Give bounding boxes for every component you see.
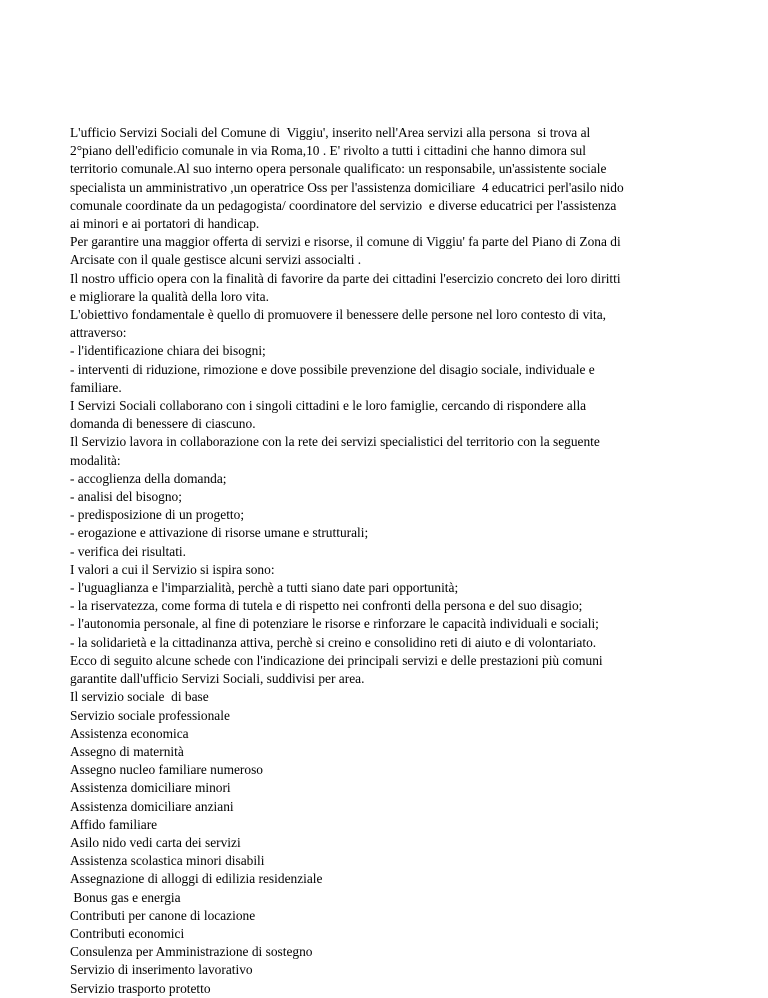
service-item: Assegno di maternità xyxy=(70,743,184,759)
text-line: attraverso: xyxy=(70,325,127,341)
text-line: L'ufficio Servizi Sociali del Comune di Viggiu', inserito nell'Area servizi alla persona si trova al xyxy=(70,125,591,140)
service-item: Assistenza domiciliare minori xyxy=(70,780,231,796)
list-item: - erogazione e attivazione di risorse umane e strutturali; xyxy=(70,525,369,541)
text-line: comunale coordinate da un pedagogista/ coordinatore del servizio e diverse educatrici per l'assistenza xyxy=(70,197,617,213)
service-item: Assegno nucleo familiare numeroso xyxy=(70,762,263,778)
list-item: - interventi di riduzione, rimozione e dove possibile prevenzione del disagio sociale, individuale e xyxy=(70,361,595,377)
service-item: Servizio sociale professionale xyxy=(70,707,230,723)
text-line: Per garantire una maggior offerta di servizi e risorse, il comune di Viggiu' fa parte del Piano di Zona di xyxy=(70,234,621,250)
list-item: - la riservatezza, come forma di tutela e di rispetto nei confronti della persona e del suo disagio; xyxy=(70,598,583,614)
text-line: Il Servizio lavora in collaborazione con la rete dei servizi specialistici del territorio con la seguente xyxy=(70,434,600,450)
text-line: I Servizi Sociali collaborano con i singoli cittadini e le loro famiglie, cercando di rispondere alla xyxy=(70,398,587,414)
service-item: Contributi per canone di locazione xyxy=(70,907,256,923)
list-item: - l'uguaglianza e l'imparzialità, perchè a tutti siano date pari opportunità; xyxy=(70,580,459,596)
service-item: Bonus gas e energia xyxy=(70,889,181,905)
list-item: - predisposizione di un progetto; xyxy=(70,507,245,523)
text-line: domanda di benessere di ciascuno. xyxy=(70,416,256,432)
document-body xyxy=(70,124,710,998)
service-item: Assegnazione di alloggi di edilizia residenziale xyxy=(70,871,323,887)
service-item: Consulenza per Amministrazione di sostegno xyxy=(70,944,313,960)
list-item: - l'identificazione chiara dei bisogni; xyxy=(70,343,266,359)
service-item: Contributi economici xyxy=(70,925,185,941)
text-line: ai minori e ai portatori di handicap. xyxy=(70,216,260,232)
service-item: Servizio di inserimento lavorativo xyxy=(70,962,253,978)
text-line: Il nostro ufficio opera con la finalità di favorire da parte dei cittadini l'esercizio concreto dei loro diritti xyxy=(70,270,621,286)
list-item: - analisi del bisogno; xyxy=(70,489,182,505)
list-item: - verifica dei risultati. xyxy=(70,543,187,559)
service-item: Assistenza scolastica minori disabili xyxy=(70,853,265,869)
service-item: Affido familiare xyxy=(70,816,158,832)
text-line: 2°piano dell'edificio comunale in via Roma,10 . E' rivolto a tutti i cittadini che hanno dimora sul xyxy=(70,143,586,159)
list-item: - la solidarietà e la cittadinanza attiva, perchè si creino e consolidino reti di aiuto e di volontariato. xyxy=(70,634,597,650)
service-item: Assistenza economica xyxy=(70,725,189,741)
service-item: Il servizio sociale di base xyxy=(70,689,209,705)
text-line: L'obiettivo fondamentale è quello di promuovere il benessere delle persone nel loro contesto di vita, xyxy=(70,307,607,323)
service-item: Asilo nido vedi carta dei servizi xyxy=(70,834,241,850)
text-line: specialista un amministrativo ,un operatrice Oss per l'assistenza domiciliare 4 educatrici perl'asilo nido xyxy=(70,179,624,195)
text-line: Ecco di seguito alcune schede con l'indicazione dei principali servizi e delle prestazioni più comuni xyxy=(70,652,603,668)
text-line: familiare. xyxy=(70,379,122,395)
text-line: modalità: xyxy=(70,452,121,468)
list-item: - l'autonomia personale, al fine di potenziare le risorse e rinforzare le capacità individuali e sociali; xyxy=(70,616,599,632)
service-item: Servizio trasporto protetto xyxy=(70,980,211,996)
text-line: I valori a cui il Servizio si ispira sono: xyxy=(70,561,275,577)
list-item: - accoglienza della domanda; xyxy=(70,470,227,486)
text-line: Arcisate con il quale gestisce alcuni servizi associalti . xyxy=(70,252,362,268)
text-line: territorio comunale.Al suo interno opera personale qualificato: un responsabile, un'assistente sociale xyxy=(70,161,607,177)
text-line: garantite dall'ufficio Servizi Sociali, suddivisi per area. xyxy=(70,671,365,687)
text-line: e migliorare la qualità della loro vita. xyxy=(70,288,269,304)
service-item: Assistenza domiciliare anziani xyxy=(70,798,234,814)
